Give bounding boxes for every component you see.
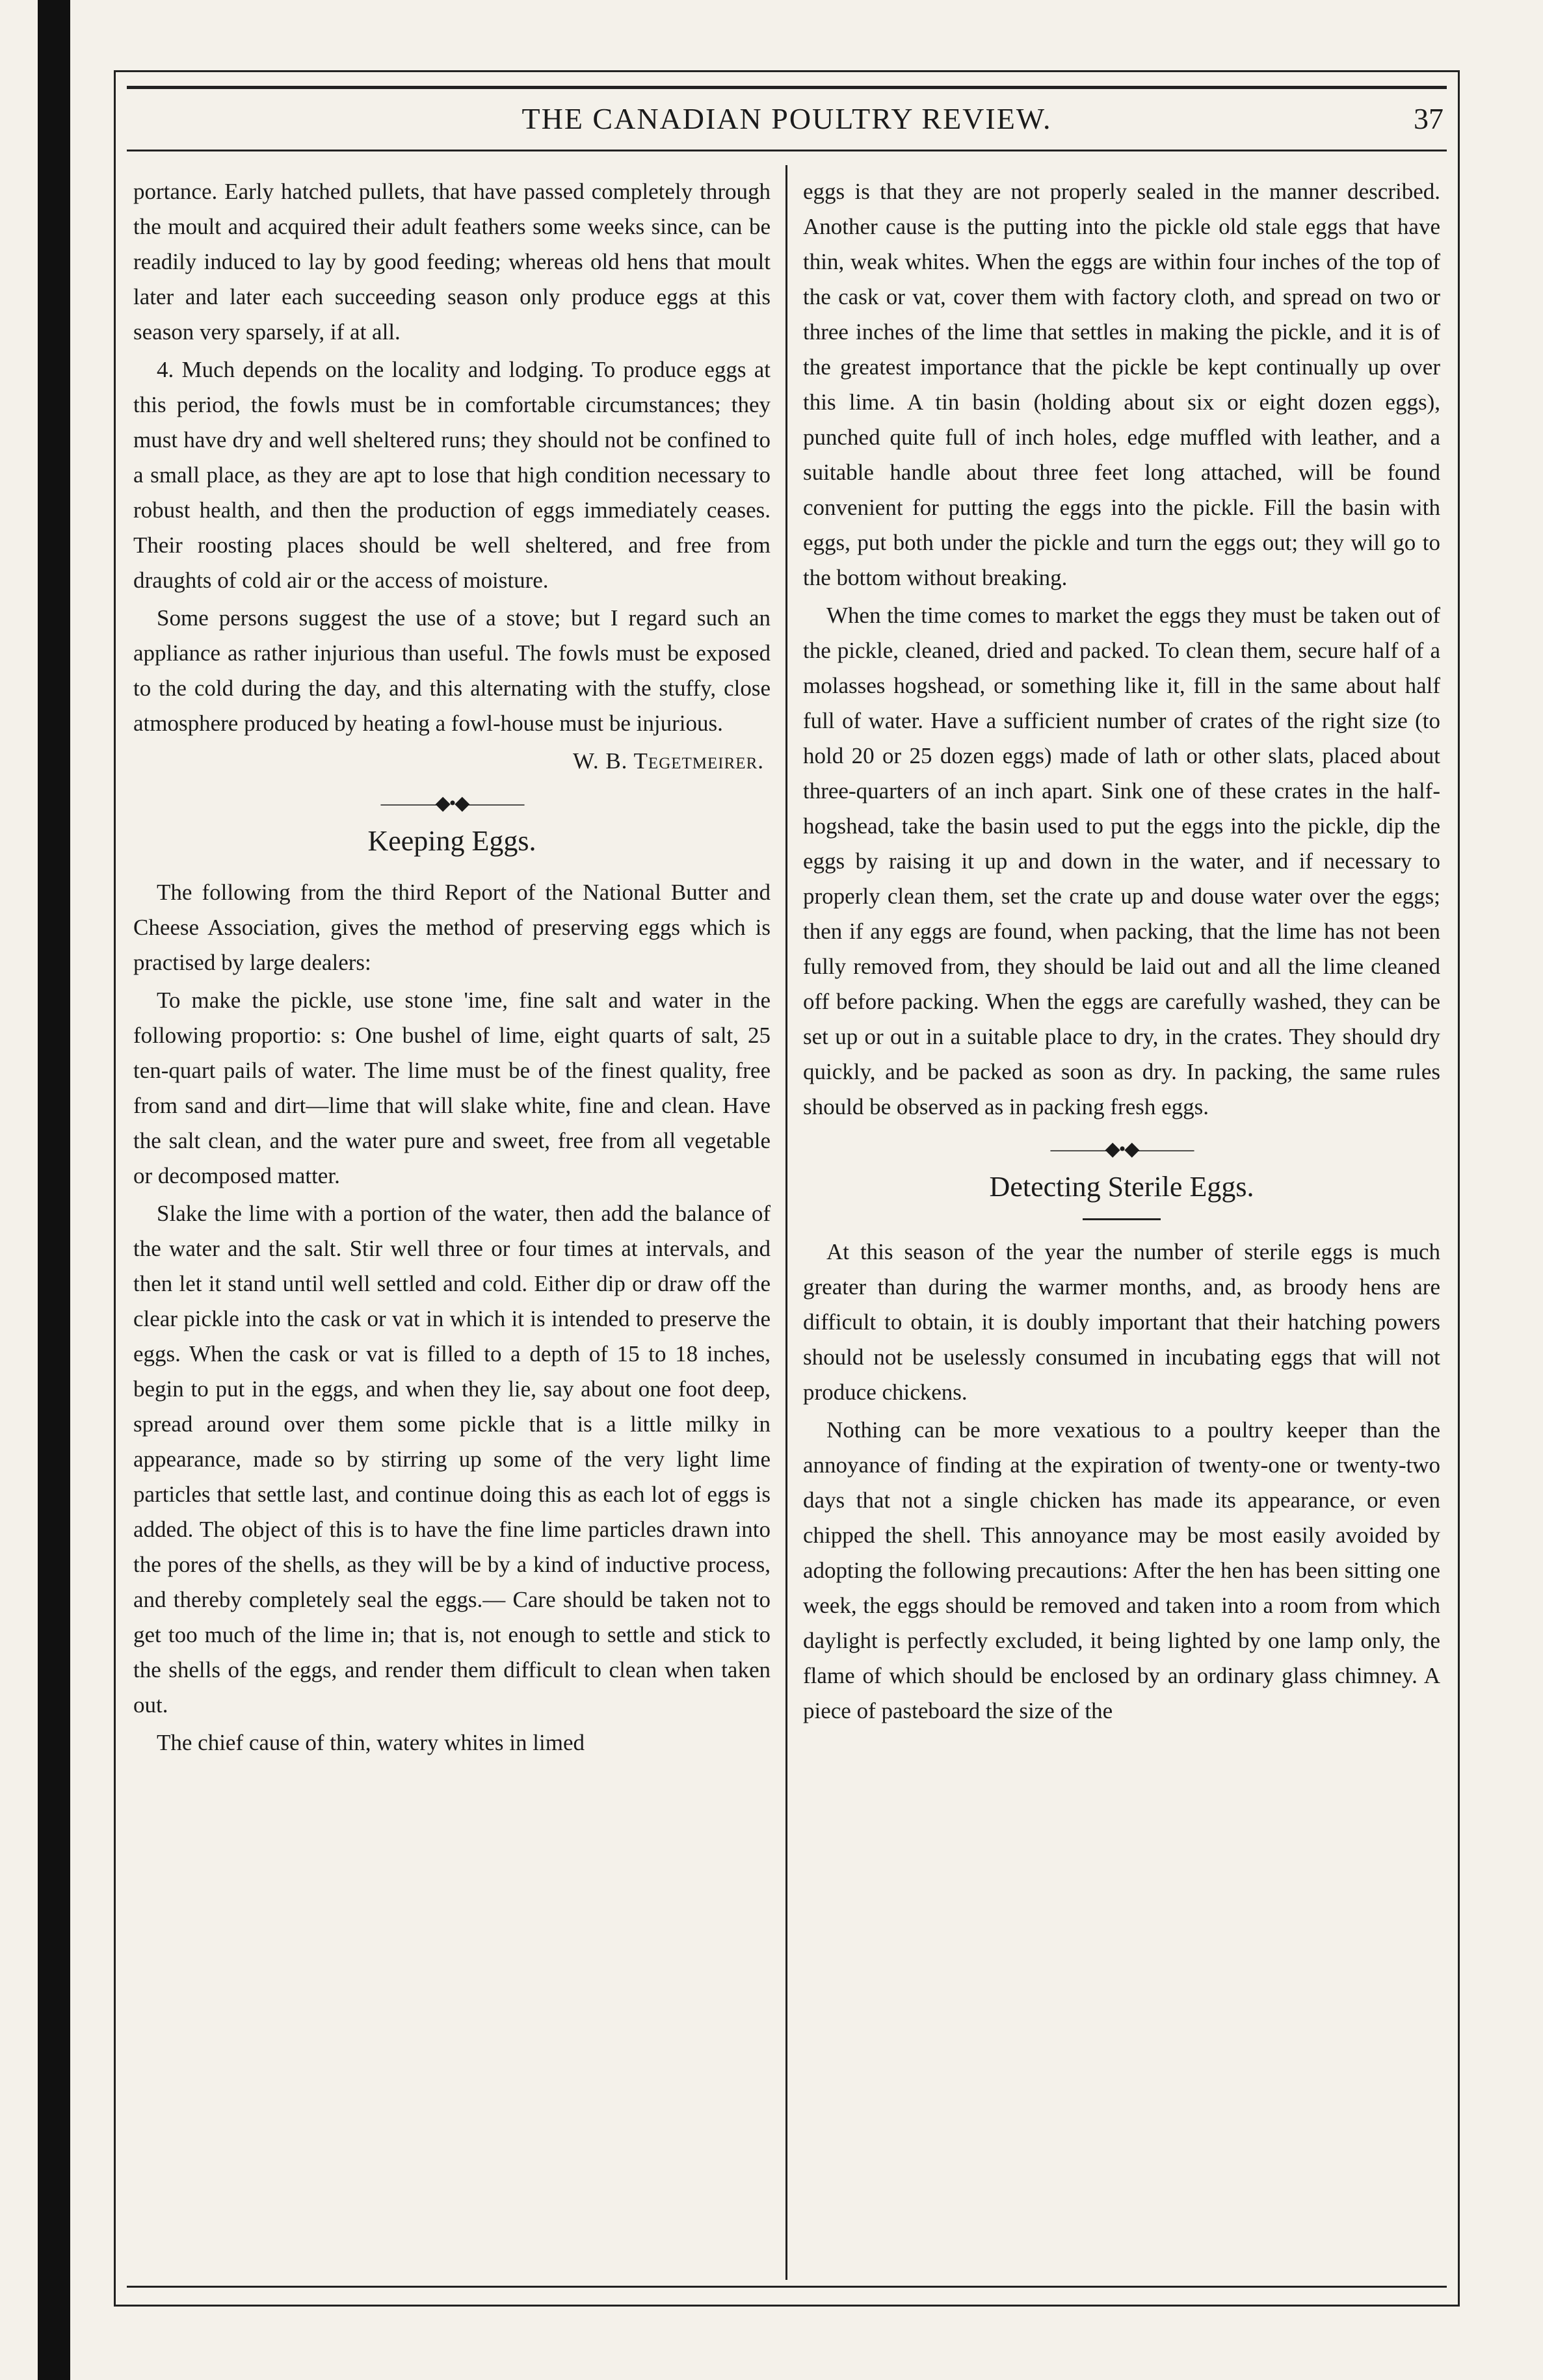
paragraph: Nothing can be more vexatious to a poultry keeper than the annoyance of finding at the expiration of twenty-one or twenty-two days that not a single chicken has made its appearance, or even chipped the shell. This annoyance may be most easily avoided by adopting the following precautions: After the hen has been sitting one week, the eggs should be removed and taken into a room from which daylight is perfectly excluded, it being lighted by one lamp only, the flame of which should be enclosed by an ordinary glass chimney. A piece of pasteboard the size of the <box>803 1417 1440 1723</box>
page-binding-edge <box>38 0 70 2380</box>
paragraph: Slake the lime with a portion of the water, then add the balance of the water and the salt. Stir well three or four times at intervals, and then let it stand until well settled and cold. Either dip or draw off the clear pickle into the cask or vat in which it is intended to preserve the eggs. When the cask or vat is filled to a depth of 15 to 18 inches, begin to put in the eggs, and when they lie, say about one foot deep, spread around over them some pickle that is a little milky in appearance, made so by stirring up some of the very light lime particles that settle last, and continue doing this as each lot of eggs is added. The object of this is to have the fine lime particles drawn into the pores of the shells, as they will be by a kind of inductive process, and thereby completely seal the eggs.— Care should be taken not to get too much of the lime in; that is, not enough to settle and stick to the shells of the eggs, and render them difficult to clean when taken out. <box>133 1201 771 1718</box>
left-column <box>133 174 771 1763</box>
paragraph: 4. Much depends on the locality and lodging. To produce eggs at this period, the fowls must be in comfortable circumstances; they must have dry and well sheltered runs; they should not be confined to a small place, as they are apt to lose that high condition necessary to robust health, and then the production of eggs immediately ceases. Their roosting places should be well sheltered, and free from draughts of cold air or the access of moisture. <box>133 357 771 593</box>
paragraph: eggs is that they are not properly sealed in the manner described. Another cause is the putting into the pickle old stale eggs that have thin, weak whites. When the eggs are within four inches of the top of the cask or vat, cover them with factory cloth, and spread on two or three inches of the lime that settles in making the pickle, and it is of the greatest importance that the pickle be kept continually up over this lime. A tin basin (holding about six or eight dozen eggs), punched quite full of inch holes, edge muffled with leather, and a suitable handle about three feet long attached, will be found convenient for putting the eggs into the pickle. Fill the basin with eggs, put both under the pickle and turn the eggs out; they will go to the bottom without breaking. <box>803 179 1440 590</box>
section-heading: Detecting Sterile Eggs. <box>989 1171 1254 1203</box>
bottom-rule <box>127 2286 1447 2288</box>
section-ornament: ———◆•◆——— <box>380 792 523 814</box>
paragraph: portance. Early hatched pullets, that have passed completely through the moult and acquired their adult feathers some weeks since, can be readily induced to lay by good feeding; whereas old hens that moult later and later each succeeding season only produce eggs at this season very sparsely, if at all. <box>133 179 771 345</box>
article-signature <box>133 744 764 779</box>
page-number: 37 <box>1414 102 1444 135</box>
paragraph: To make the pickle, use stone 'ime, fine salt and water in the following proportio: s: One bushel of lime, eight quarts of salt, 25 ten-quart pails of water. The lime must be of the finest quality, free from sand and dirt—lime that will slake white, fine and clean. Have the salt clean, and the water pure and sweet, free from all vegetable or decomposed matter. <box>133 987 771 1188</box>
paragraph: At this season of the year the number of sterile eggs is much greater than during the warmer months, and, as broody hens are difficult to obtain, it is doubly important that their hatching powers should not be uselessly consumed in incubating eggs that will not produce chickens. <box>803 1239 1440 1405</box>
paragraph: When the time comes to market the eggs they must be taken out of the pickle, cleaned, dried and packed. To clean them, secure half of a molasses hogshead, or something like it, fill in the same about half full of water. Have a sufficient number of crates of the right size (to hold 20 or 25 dozen eggs) made of lath or other slats, placed about three-quarters of an inch apart. Sink one of these crates in the half-hogshead, take the basin used to put the eggs into the pickle, dip the eggs by raising it up and down in the water, and if necessary to properly clean them, set the crate up and douse water over the eggs; then if any eggs are found, when packing, that the lime has not been fully removed from, they should be laid out and all the lime cleaned off before packing. When the eggs are carefully washed, they can be set up or out in a suitable place to dry, in the crates. They should dry quickly, and be packed as soon as dry. In packing, the same rules should be observed as in packing fresh eggs. <box>803 603 1440 1119</box>
column-divider <box>785 165 787 2280</box>
paragraph: The chief cause of thin, watery whites in limed <box>157 1730 585 1755</box>
running-head <box>127 98 1447 151</box>
author-name: W. B. Tegetmeirer. <box>573 748 764 774</box>
section-ornament: ———◆•◆——— <box>1050 1138 1193 1160</box>
running-title: THE CANADIAN POULTRY REVIEW. <box>521 102 1052 135</box>
heading-underline <box>1083 1218 1161 1220</box>
paragraph: The following from the third Report of the National Butter and Cheese Association, gives the method of preserving eggs which is practised by large dealers: <box>133 880 771 975</box>
section-heading: Keeping Eggs. <box>367 825 536 857</box>
header-rule <box>127 86 1447 89</box>
right-column <box>803 174 1440 1731</box>
paragraph: Some persons suggest the use of a stove; but I regard such an appliance as rather injurious than useful. The fowls must be exposed to the cold during the day, and this alternating with the stuffy, close atmosphere produced by heating a fowl-house must be injurious. <box>133 605 771 736</box>
